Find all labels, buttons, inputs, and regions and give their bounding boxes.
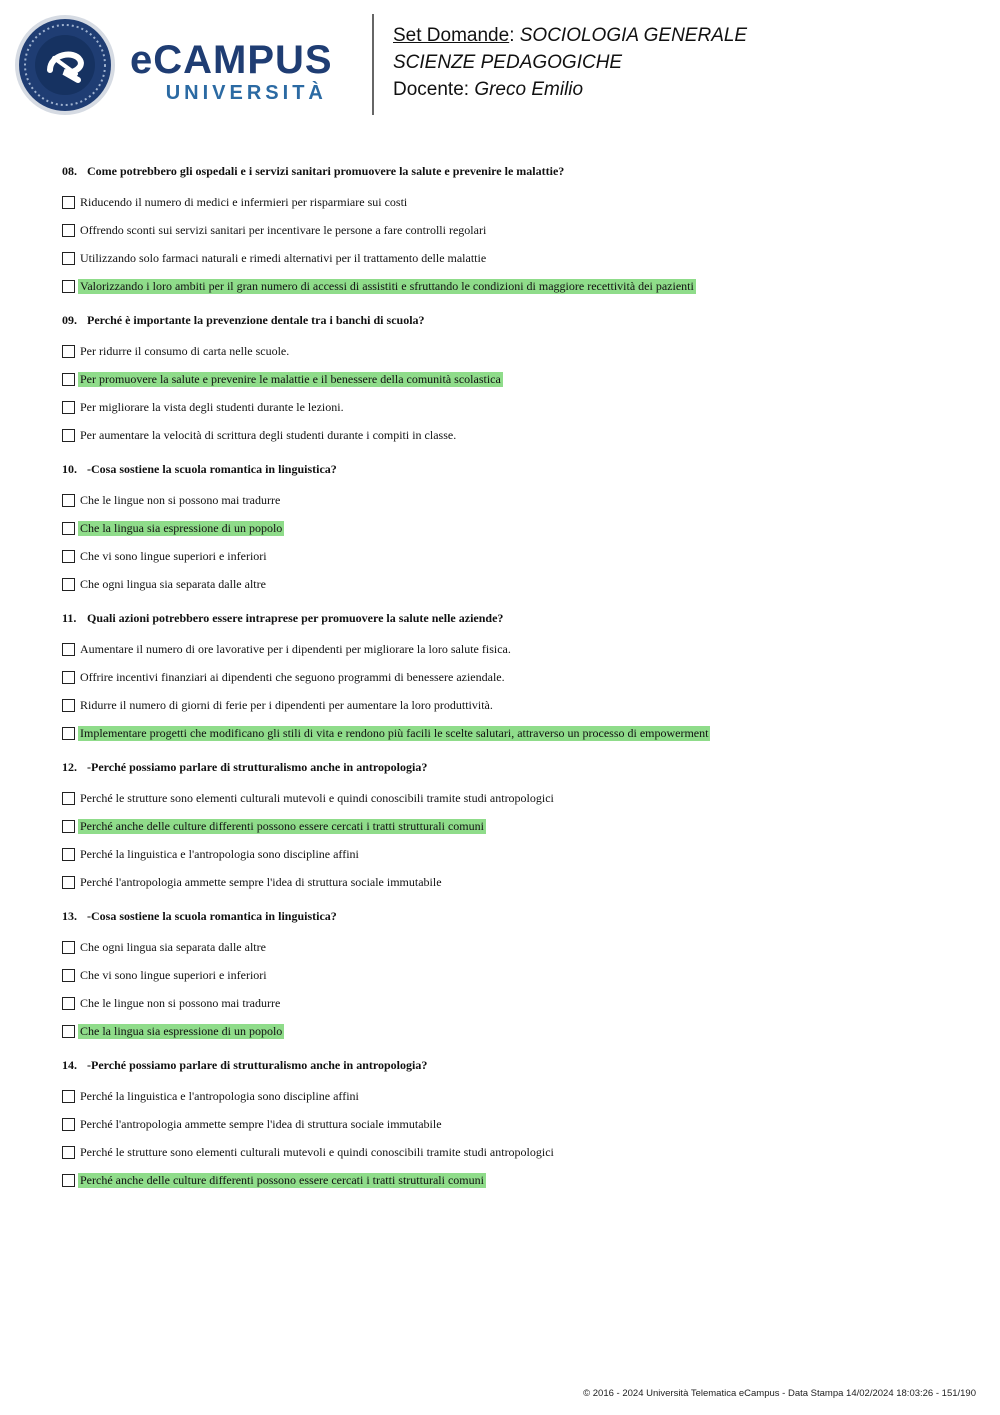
answer-text: Riducendo il numero di medici e infermieri per risparmiare sui costi bbox=[80, 194, 408, 209]
question-block bbox=[62, 312, 962, 449]
answer-option[interactable] bbox=[62, 663, 962, 691]
answer-option[interactable] bbox=[62, 570, 962, 598]
answer-checkbox[interactable] bbox=[62, 848, 75, 861]
ecampus-wordmark bbox=[130, 38, 333, 104]
question-text: Come potrebbero gli ospedali e i servizi sanitari promuovere la salute e prevenire le malattie? bbox=[87, 164, 565, 178]
answer-text: Per aumentare la velocità di scrittura degli studenti durante i compiti in classe. bbox=[80, 427, 457, 442]
answer-checkbox[interactable] bbox=[62, 280, 75, 293]
question-list bbox=[62, 163, 962, 1206]
question-block bbox=[62, 1057, 962, 1194]
answer-checkbox[interactable] bbox=[62, 941, 75, 954]
answer-text-correct: Implementare progetti che modificano gli stili di vita e rendono più facili le scelte salutari, attraverso un processo di empowerment bbox=[80, 725, 709, 740]
question-block bbox=[62, 461, 962, 598]
set-separator: : bbox=[509, 25, 520, 46]
answer-text: Perché le strutture sono elementi culturali mutevoli e quindi conoscibili tramite studi antropologici bbox=[80, 1144, 554, 1159]
question-block bbox=[62, 759, 962, 896]
answer-option[interactable] bbox=[62, 840, 962, 868]
answer-text: Ridurre il numero di giorni di ferie per i dipendenti per aumentare la loro produttività. bbox=[80, 697, 493, 712]
answer-checkbox[interactable] bbox=[62, 550, 75, 563]
answer-text: Che le lingue non si possono mai tradurre bbox=[80, 492, 281, 507]
answer-text: Per migliorare la vista degli studenti durante le lezioni. bbox=[80, 399, 344, 414]
answer-text: Che vi sono lingue superiori e inferiori bbox=[80, 548, 267, 563]
answer-option[interactable] bbox=[62, 1166, 962, 1194]
answer-checkbox[interactable] bbox=[62, 494, 75, 507]
page-header bbox=[0, 0, 1000, 130]
answer-checkbox[interactable] bbox=[62, 997, 75, 1010]
answer-text: Perché la linguistica e l'antropologia sono discipline affini bbox=[80, 846, 359, 861]
answer-checkbox[interactable] bbox=[62, 252, 75, 265]
answer-checkbox[interactable] bbox=[62, 1025, 75, 1038]
answer-option[interactable] bbox=[62, 542, 962, 570]
answer-checkbox[interactable] bbox=[62, 1146, 75, 1159]
answer-checkbox[interactable] bbox=[62, 429, 75, 442]
answer-option[interactable] bbox=[62, 719, 962, 747]
question-title bbox=[62, 759, 962, 775]
answer-option[interactable] bbox=[62, 784, 962, 812]
answer-checkbox[interactable] bbox=[62, 373, 75, 386]
answer-text-correct: Valorizzando i loro ambiti per il gran numero di accessi di assistiti e sfruttando le condizioni di maggiore recettività dei pazienti bbox=[80, 278, 694, 293]
answer-text: Che ogni lingua sia separata dalle altre bbox=[80, 576, 266, 591]
question-text: -Cosa sostiene la scuola romantica in linguistica? bbox=[87, 909, 337, 923]
answer-text: Che le lingue non si possono mai tradurre bbox=[80, 995, 281, 1010]
answer-checkbox[interactable] bbox=[62, 727, 75, 740]
answer-text: Perché la linguistica e l'antropologia sono discipline affini bbox=[80, 1088, 359, 1103]
header-divider bbox=[372, 14, 374, 115]
question-number: 12. bbox=[62, 760, 77, 774]
course-line bbox=[393, 22, 747, 49]
teacher-name: Greco Emilio bbox=[474, 79, 584, 100]
teacher-label: Docente: bbox=[393, 79, 475, 100]
question-block bbox=[62, 908, 962, 1045]
answer-option[interactable] bbox=[62, 1017, 962, 1045]
answer-text: Offrendo sconti sui servizi sanitari per incentivare le persone a fare controlli regolari bbox=[80, 222, 487, 237]
question-title bbox=[62, 312, 962, 328]
question-text: Quali azioni potrebbero essere intraprese per promuovere la salute nelle aziende? bbox=[87, 611, 504, 625]
answer-option[interactable] bbox=[62, 1110, 962, 1138]
answer-text: Utilizzando solo farmaci naturali e rimedi alternativi per il trattamento delle malattie bbox=[80, 250, 487, 265]
logo-subtext: UNIVERSITÀ bbox=[165, 82, 327, 104]
answer-option[interactable] bbox=[62, 393, 962, 421]
answer-text-correct: Perché anche delle culture differenti possono essere cercati i tratti strutturali comuni bbox=[80, 1172, 484, 1187]
answer-option[interactable] bbox=[62, 486, 962, 514]
answer-checkbox[interactable] bbox=[62, 1174, 75, 1187]
answer-text-correct: Che la lingua sia espressione di un popolo bbox=[80, 1023, 283, 1038]
question-text: -Cosa sostiene la scuola romantica in linguistica? bbox=[87, 462, 337, 476]
question-title bbox=[62, 461, 962, 477]
question-text: -Perché possiamo parlare di strutturalismo anche in antropologia? bbox=[87, 760, 428, 774]
question-number: 09. bbox=[62, 313, 77, 327]
answer-option[interactable] bbox=[62, 961, 962, 989]
course-name: SOCIOLOGIA GENERALE bbox=[519, 25, 748, 46]
answer-option[interactable] bbox=[62, 989, 962, 1017]
page-footer: © 2016 - 2024 Università Telematica eCampus - Data Stampa 14/02/2024 18:03:26 - 151/190 bbox=[583, 1388, 976, 1399]
answer-option[interactable] bbox=[62, 868, 962, 896]
question-title bbox=[62, 1057, 962, 1073]
program-line bbox=[393, 49, 747, 76]
answer-checkbox[interactable] bbox=[62, 224, 75, 237]
answer-checkbox[interactable] bbox=[62, 792, 75, 805]
answer-checkbox[interactable] bbox=[62, 196, 75, 209]
answer-checkbox[interactable] bbox=[62, 578, 75, 591]
answer-checkbox[interactable] bbox=[62, 522, 75, 535]
answer-checkbox[interactable] bbox=[62, 699, 75, 712]
answer-text: Offrire incentivi finanziari ai dipendenti che seguono programmi di benessere aziendale. bbox=[80, 669, 505, 684]
answer-checkbox[interactable] bbox=[62, 643, 75, 656]
question-number: 11. bbox=[62, 611, 77, 625]
answer-text-correct: Che la lingua sia espressione di un popolo bbox=[80, 520, 283, 535]
answer-text: Perché le strutture sono elementi culturali mutevoli e quindi conoscibili tramite studi antropologici bbox=[80, 790, 554, 805]
answer-option[interactable] bbox=[62, 365, 962, 393]
answer-checkbox[interactable] bbox=[62, 820, 75, 833]
answer-option[interactable] bbox=[62, 1138, 962, 1166]
answer-checkbox[interactable] bbox=[62, 345, 75, 358]
question-block bbox=[62, 163, 962, 300]
answer-text-correct: Per promuovere la salute e prevenire le malattie e il benessere della comunità scolastica bbox=[80, 371, 501, 386]
question-block bbox=[62, 610, 962, 747]
question-text: -Perché possiamo parlare di strutturalismo anche in antropologia? bbox=[87, 1058, 428, 1072]
answer-text: Aumentare il numero di ore lavorative per i dipendenti per migliorare la loro salute fisica. bbox=[80, 641, 511, 656]
answer-option[interactable] bbox=[62, 188, 962, 216]
program-name: SCIENZE PEDAGOGICHE bbox=[393, 52, 623, 73]
question-text: Perché è importante la prevenzione dentale tra i banchi di scuola? bbox=[87, 313, 425, 327]
answer-checkbox[interactable] bbox=[62, 1118, 75, 1131]
answer-checkbox[interactable] bbox=[62, 671, 75, 684]
ecampus-seal-logo bbox=[14, 14, 116, 116]
answer-option[interactable] bbox=[62, 514, 962, 542]
set-label: Set Domande bbox=[393, 25, 510, 46]
answer-text: Per ridurre il consumo di carta nelle scuole. bbox=[80, 343, 290, 358]
answer-text: Che vi sono lingue superiori e inferiori bbox=[80, 967, 267, 982]
answer-checkbox[interactable] bbox=[62, 1090, 75, 1103]
answer-text: Perché l'antropologia ammette sempre l'idea di struttura sociale immutabile bbox=[80, 874, 442, 889]
question-number: 14. bbox=[62, 1058, 77, 1072]
answer-option[interactable] bbox=[62, 216, 962, 244]
answer-option[interactable] bbox=[62, 812, 962, 840]
question-number: 08. bbox=[62, 164, 77, 178]
answer-option[interactable] bbox=[62, 691, 962, 719]
answer-text: Perché l'antropologia ammette sempre l'idea di struttura sociale immutabile bbox=[80, 1116, 442, 1131]
answer-option[interactable] bbox=[62, 933, 962, 961]
question-number: 13. bbox=[62, 909, 77, 923]
question-title bbox=[62, 163, 962, 179]
answer-option[interactable] bbox=[62, 244, 962, 272]
course-info bbox=[393, 22, 747, 103]
answer-option[interactable] bbox=[62, 635, 962, 663]
question-title bbox=[62, 908, 962, 924]
logo-text: eCAMPUS bbox=[130, 38, 333, 82]
answer-text-correct: Perché anche delle culture differenti possono essere cercati i tratti strutturali comuni bbox=[80, 818, 484, 833]
answer-checkbox[interactable] bbox=[62, 969, 75, 982]
answer-option[interactable] bbox=[62, 421, 962, 449]
answer-checkbox[interactable] bbox=[62, 876, 75, 889]
answer-text: Che ogni lingua sia separata dalle altre bbox=[80, 939, 266, 954]
answer-option[interactable] bbox=[62, 1082, 962, 1110]
answer-checkbox[interactable] bbox=[62, 401, 75, 414]
teacher-line bbox=[393, 76, 747, 103]
answer-option[interactable] bbox=[62, 272, 962, 300]
question-number: 10. bbox=[62, 462, 77, 476]
question-title bbox=[62, 610, 962, 626]
answer-option[interactable] bbox=[62, 337, 962, 365]
